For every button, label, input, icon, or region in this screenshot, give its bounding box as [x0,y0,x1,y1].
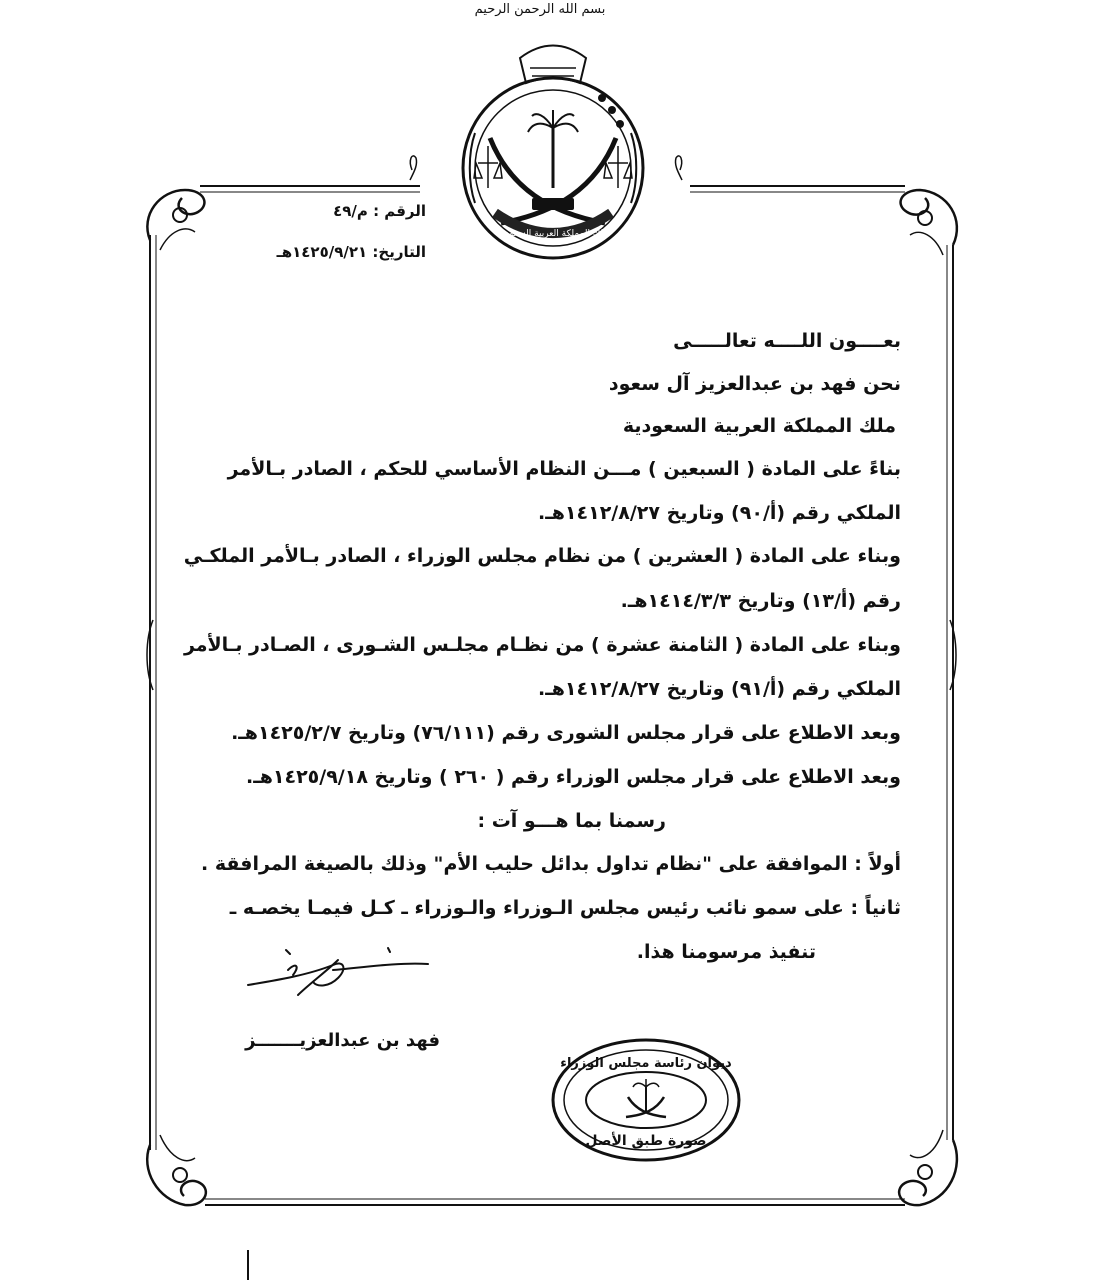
preamble-line: الملكي رقم (أ/٩١) وتاريخ ١٤١٢/٨/٢٧هـ. [538,678,901,700]
preamble-line: بناءً على المادة ( السبعين ) مـــن النظام الأساسي للحكم ، الصادر بـالأمر [227,458,901,480]
preamble-line: وبعد الاطلاع على قرار مجلس الشورى رقم (٧٦/١١١) وتاريخ ١٤٢٥/٢/٧هـ. [231,722,901,744]
stamp-outer-text: ديوان رئاسة مجلس الوزراء [560,1056,732,1071]
decree-date: التاريخ: ١٤٢٥/٩/٢١هـ [276,243,426,261]
preamble-line: الملكي رقم (أ/٩٠) وتاريخ ١٤١٢/٨/٢٧هـ. [538,502,901,524]
decree-article-1: أولاً : الموافقة على "نظام تداول بدائل حليب الأم" وذلك بالصيغة المرافقة . [201,853,901,875]
issuer-title: ملك المملكة العربية السعودية [622,415,896,437]
official-stamp-icon [548,1035,744,1165]
opening-invocation: بعــــون اللــــه تعالـــــى [673,330,901,352]
decree-article-2: ثانياً : على سمو نائب رئيس مجلس الـوزراء والـوزراء ـ كـل فيمـا يخصـه ـ [229,897,901,919]
preamble-line: وبناء على المادة ( العشرين ) من نظام مجلس الوزراء ، الصادر بـالأمر الملكـي [183,545,901,567]
issuer-line: نحن فهد بن عبدالعزيز آل سعود [608,373,901,395]
handwritten-signature [238,940,438,1010]
decree-heading: رسمنا بما هـــو آت : [477,810,666,832]
decree-number: الرقم : م/٤٩ [333,202,426,220]
basmala-text: بسم الله الرحمن الرحيم [474,2,606,17]
preamble-line: وبناء على المادة ( الثامنة عشرة ) من نظـام مجلـس الشـورى ، الصـادر بـالأمر [183,634,901,656]
stamp-inner-text: صورة طبق الأصل [585,1133,707,1149]
emblem-caption: ملك المملكة العربية السعودية [497,229,609,239]
preamble-line: وبعد الاطلاع على قرار مجلس الوزراء رقم ( ٢٦٠ ) وتاريخ ١٤٢٥/٩/١٨هـ. [245,766,901,788]
signatory-name: فهد بن عبدالعزيـــــــز [245,1030,440,1051]
decree-article-2-cont: تنفيذ مرسومنا هذا. [636,941,816,963]
royal-emblem-icon [440,28,666,260]
preamble-line: رقم (أ/١٣) وتاريخ ١٤١٤/٣/٣هـ. [620,590,901,612]
